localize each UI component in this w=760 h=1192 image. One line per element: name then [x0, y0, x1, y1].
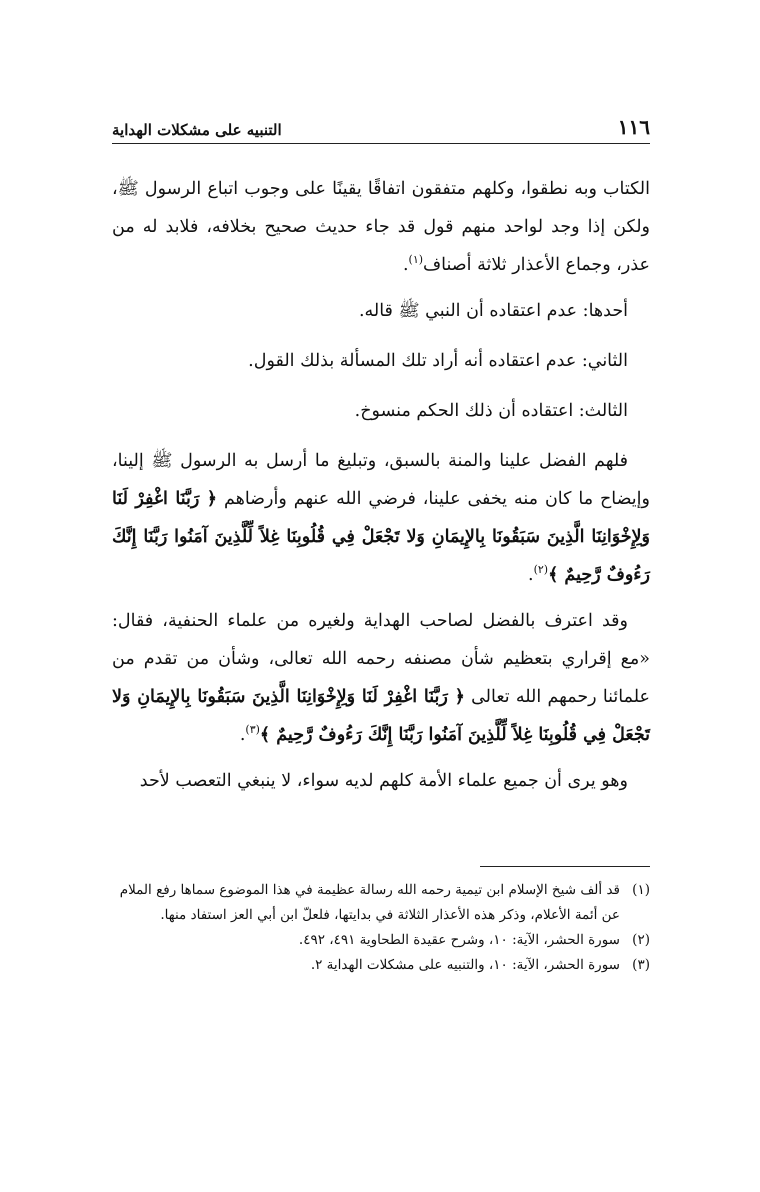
paragraph-4: وهو يرى أن جميع علماء الأمة كلهم لديه سواء، لا ينبغي التعصب لأحد [139, 771, 628, 791]
footnote-number: (٣) [632, 957, 650, 973]
footnote-text: سورة الحشر، الآية: ١٠، والتنبيه على مشكلات الهداية ٢. [310, 957, 620, 973]
paragraph-3-end: . [239, 725, 246, 745]
paragraph-3 [112, 602, 650, 754]
quran-verse-2: ﴿ رَبَّنَا اغْفِرْ لَنَا وَلِإِخْوَانِنَا الَّذِينَ سَبَقُونَا بِالإِيمَانِ وَلا تَجْعَلْ فِي قُلُوبِنَا غِلاً لِّلَّذِينَ آمَنُوا رَبَّنَا إِنَّكَ رَءُوفٌ رَّحِيمٌ ﴾ [112, 687, 650, 745]
footnote-number: (٢) [632, 932, 650, 948]
paragraph-1-end: . [402, 255, 409, 275]
list-item-2: الثاني: عدم اعتقاده أنه أراد تلك المسألة بذلك القول. [248, 351, 628, 371]
footnote-number: (١) [632, 882, 650, 898]
paragraph-2 [112, 442, 650, 594]
quran-verse-1: ﴿ رَبَّنَا اغْفِرْ لَنَا وَلِإِخْوَانِنَا الَّذِينَ سَبَقُونَا بِالإِيمَانِ وَلا تَجْعَلْ فِي قُلُوبِنَا غِلاً لِّلَّذِينَ آمَنُوا رَبَّنَا إِنَّكَ رَءُوفٌ رَّحِيمٌ ﴾ [112, 489, 650, 585]
footnote-text: سورة الحشر، الآية: ١٠، وشرح عقيدة الطحاوية ٤٩١، ٤٩٢. [298, 932, 620, 948]
footnotes [112, 878, 650, 978]
footnote-1 [112, 878, 650, 903]
paragraph-2-end: . [527, 565, 534, 585]
page-number: ١١٦ [617, 115, 650, 139]
footnote-1-continued: عن أئمة الأعلام، وذكر هذه الأعذار الثلاثة في بدايتها، فلعلّ ابن أبي العز استفاد منها. [160, 907, 620, 923]
footnote-text: قد ألف شيخ الإسلام ابن تيمية رحمه الله رسالة عظيمة في هذا الموضوع سماها رفع الملام [119, 882, 620, 898]
main-text [112, 170, 650, 808]
paragraph-1 [112, 170, 650, 284]
footnote-2 [112, 928, 650, 953]
footnote-3 [112, 953, 650, 978]
running-title: التنبيه على مشكلات الهداية [112, 121, 282, 139]
list-item-3: الثالث: اعتقاده أن ذلك الحكم منسوخ. [354, 401, 628, 421]
footnote-divider [480, 866, 650, 867]
paragraph-1-text: الكتاب وبه نطقوا، وكلهم متفقون اتفاقًا يقينًا على وجوب اتباع الرسول ﷺ، ولكن إذا وجد لواحد منهم قول قد جاء حديث صحيح بخلافه، فلابد له من عذر، وجماع الأعذار ثلاثة أصناف [112, 179, 650, 275]
page-header [112, 100, 650, 144]
footnote-ref-3: (٣) [245, 723, 260, 737]
footnote-ref-1: (١) [408, 253, 424, 267]
list-item-1: أحدها: عدم اعتقاده أن النبي ﷺ قاله. [358, 301, 628, 321]
paragraph-3-text: وقد اعترف بالفضل لصاحب الهداية ولغيره من علماء الحنفية، فقال: «مع إقراري بتعظيم شأن مصنفه رحمه الله تعالى، وشأن من تقدم من علمائنا رحمهم الله تعالى [112, 611, 650, 707]
footnote-ref-2: (٢) [533, 563, 549, 577]
paragraph-2-text: فلهم الفضل علينا والمنة بالسبق، وتبليغ ما أرسل به الرسول ﷺ إلينا، وإيضاح ما كان منه يخفى علينا، فرضي الله عنهم وأرضاهم [112, 451, 650, 509]
